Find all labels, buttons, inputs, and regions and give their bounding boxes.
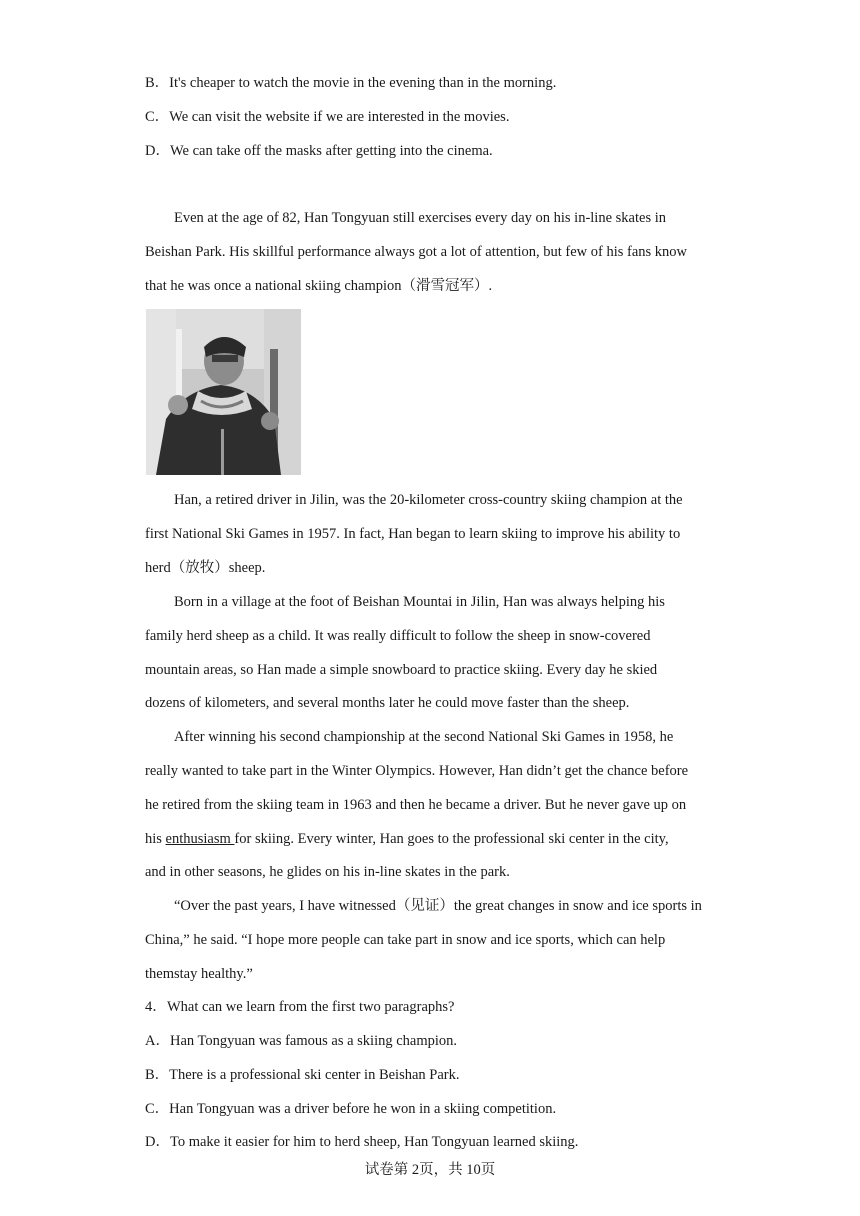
question-stem: 4．What can we learn from the first two paragraphs? bbox=[145, 999, 455, 1015]
passage-line: Han, a retired driver in Jilin, was the 20-kilometer cross-country skiing champion at the bbox=[174, 492, 683, 508]
passage-line: “Over the past years, I have witnessed（见证）the great changes in snow and ice sports in bbox=[174, 898, 702, 914]
question-option-a: A．Han Tongyuan was famous as a skiing champion. bbox=[145, 1033, 458, 1049]
passage-line: really wanted to take part in the Winter Olympics. However, Han didn’t get the chance before bbox=[145, 763, 689, 779]
passage-line: After winning his second championship at the second National Ski Games in 1958, he bbox=[174, 729, 674, 745]
prev-option-c: C．We can visit the website if we are interested in the movies. bbox=[145, 109, 510, 125]
passage-line: and in other seasons, he glides on his in-line skates in the park. bbox=[145, 864, 510, 880]
skier-photo bbox=[146, 309, 301, 475]
passage-line: his enthusiasm for skiing. Every winter, Han goes to the professional ski center in the city, bbox=[145, 831, 669, 847]
passage-line: China,” he said. “I hope more people can take part in snow and ice sports, which can help bbox=[145, 932, 666, 948]
question-option-b: B．There is a professional ski center in Beishan Park. bbox=[145, 1067, 460, 1083]
passage-line: herd（放牧）sheep. bbox=[145, 560, 266, 576]
passage-line: he retired from the skiing team in 1963 and then he became a driver. But he never gave up on bbox=[145, 797, 687, 813]
passage-line: themstay healthy.” bbox=[145, 966, 253, 982]
passage-line: family herd sheep as a child. It was really difficult to follow the sheep in snow-covered bbox=[145, 628, 651, 644]
page-footer: 试卷第 2页，共 10页 bbox=[364, 1162, 496, 1178]
passage-line: Even at the age of 82, Han Tongyuan still exercises every day on his in-line skates in bbox=[174, 210, 666, 226]
prev-option-d: D．We can take off the masks after getting into the cinema. bbox=[145, 143, 493, 159]
question-option-c: C．Han Tongyuan was a driver before he won in a skiing competition. bbox=[145, 1101, 557, 1117]
passage-line: Born in a village at the foot of Beishan Mountai in Jilin, Han was always helping his bbox=[174, 594, 665, 610]
passage-line: mountain areas, so Han made a simple snowboard to practice skiing. Every day he skied bbox=[145, 662, 658, 678]
passage-line: first National Ski Games in 1957. In fact, Han began to learn skiing to improve his ability to bbox=[145, 526, 681, 542]
passage-line: Beishan Park. His skillful performance always got a lot of attention, but few of his fans know bbox=[145, 244, 688, 260]
question-option-d: D．To make it easier for him to herd sheep, Han Tongyuan learned skiing. bbox=[145, 1134, 579, 1150]
passage-line: dozens of kilometers, and several months later he could move faster than the sheep. bbox=[145, 695, 630, 711]
prev-option-b: B．It's cheaper to watch the movie in the evening than in the morning. bbox=[145, 75, 557, 91]
underlined-word: enthusiasm bbox=[165, 831, 235, 847]
passage-line: that he was once a national skiing champion（滑雪冠军）. bbox=[145, 278, 493, 294]
